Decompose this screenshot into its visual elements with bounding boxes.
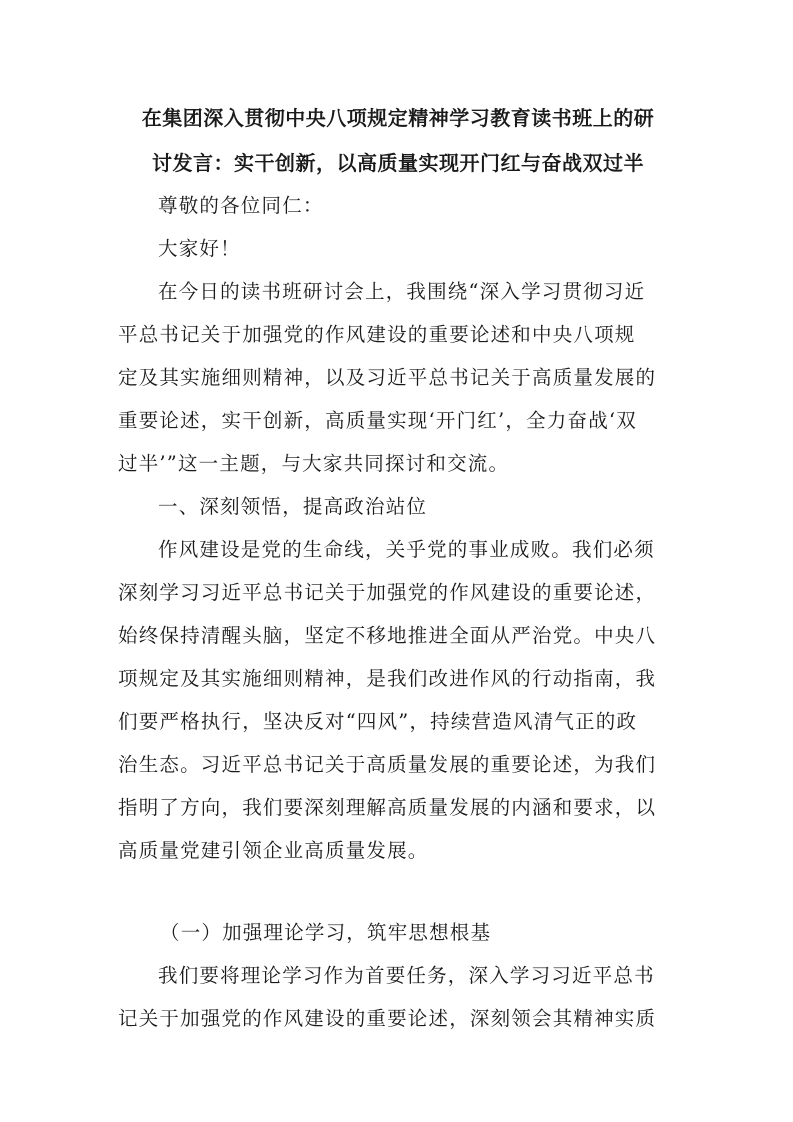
salutation: 尊敬的各位同仁： xyxy=(158,194,324,217)
intro-line-4: 重要论述，实干创新，高质量实现‘开门红’，全力奋战‘双 xyxy=(118,409,637,432)
section-1-line-5: 们要严格执行，坚决反对“四风”，持续营造风清气正的政 xyxy=(118,710,638,733)
subsection-1-line-2: 记关于加强党的作风建设的重要论述，深刻领会其精神实质 xyxy=(118,1007,657,1030)
section-1-line-3: 始终保持清醒头脑，坚定不移地推进全面从严治党。中央八 xyxy=(118,624,657,647)
subsection-1-heading: （一）加强理论学习，筑牢思想根基 xyxy=(160,921,492,944)
section-1-line-7: 指明了方向，我们要深刻理解高质量发展的内涵和要求，以 xyxy=(118,796,657,819)
intro-line-5: 过半’”这一主题，与大家共同探讨和交流。 xyxy=(118,452,510,475)
intro-line-1: 在今日的读书班研讨会上，我围绕“深入学习贯彻习近 xyxy=(158,280,646,303)
section-1-line-6: 治生态。习近平总书记关于高质量发展的重要论述，为我们 xyxy=(118,753,657,776)
section-1-line-8: 高质量党建引领企业高质量发展。 xyxy=(118,839,429,862)
document-title-line-2: 讨发言：实干创新，以高质量实现开门红与奋战双过半 xyxy=(152,151,644,175)
section-1-heading: 一、深刻领悟，提高政治站位 xyxy=(158,495,428,518)
intro-line-3: 定及其实施细则精神，以及习近平总书记关于高质量发展的 xyxy=(118,366,657,389)
section-1-line-1: 作风建设是党的生命线，关乎党的事业成败。我们必须 xyxy=(158,538,655,561)
document-title-line-1: 在集团深入贯彻中央八项规定精神学习教育读书班上的研 xyxy=(141,106,655,130)
section-1-line-2: 深刻学习习近平总书记关于加强党的作风建设的重要论述， xyxy=(118,581,657,604)
intro-line-2: 平总书记关于加强党的作风建设的重要论述和中央八项规 xyxy=(118,323,636,346)
section-1-line-4: 项规定及其实施细则精神，是我们改进作风的行动指南，我 xyxy=(118,667,657,690)
subsection-1-line-1: 我们要将理论学习作为首要任务，深入学习习近平总书 xyxy=(158,964,655,987)
greeting: 大家好！ xyxy=(158,237,241,260)
